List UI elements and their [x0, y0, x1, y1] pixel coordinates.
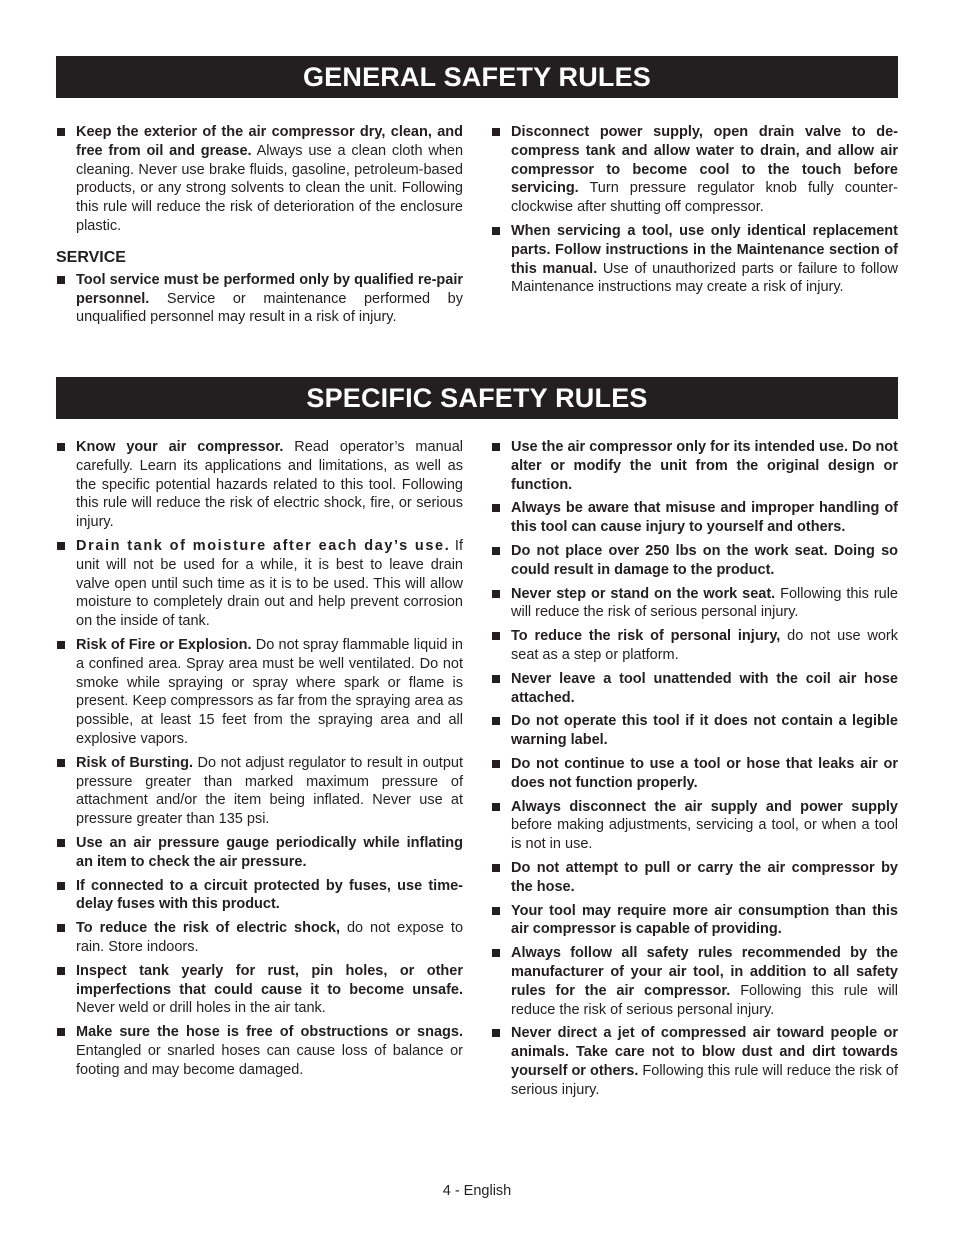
rule-bold-text: Disconnect power supply, open drain valve to de-compress tank and allow water to drain, and allow air compressor to become cool to the touch before servicing.	[511, 124, 898, 197]
bullet-square-icon	[492, 675, 500, 683]
rule-bold-text: Risk of Bursting.	[76, 754, 194, 771]
rule-item	[56, 537, 463, 631]
rule-bold-text: Do not continue to use a tool or hose that leaks air or does not function properly.	[511, 755, 898, 791]
rule-text: Never weld or drill holes in the air tank.	[76, 1000, 326, 1017]
rule-bold-text: Risk of Fire or Explosion.	[76, 636, 252, 653]
bullet-square-icon	[492, 128, 500, 136]
rule-bold-text: When servicing a tool, use only identical replacement parts. Follow instructions in the Maintenance section of this manual.	[511, 222, 898, 277]
general-right-list	[491, 123, 898, 297]
rule-bold-text: To reduce the risk of electric shock,	[76, 920, 340, 937]
bullet-square-icon	[57, 882, 65, 890]
rule-item	[491, 859, 898, 897]
rule-item	[56, 877, 463, 915]
service-list	[56, 271, 463, 327]
rule-item	[491, 123, 898, 217]
rule-item	[491, 798, 898, 854]
rule-item	[491, 670, 898, 708]
rule-bold-text: Do not operate this tool if it does not contain a legible warning label.	[511, 713, 898, 749]
rule-item	[491, 755, 898, 793]
rule-bold-text: Never leave a tool unattended with the coil air hose attached.	[511, 670, 898, 706]
rule-item	[491, 585, 898, 623]
rule-text: Do not adjust regulator to result in output pressure greater than marked maximum pressure of attachment and/or the item being inflated. Never use at pressure greater than 135 psi.	[76, 754, 463, 828]
rule-item	[56, 1023, 463, 1079]
rule-bold-text: Drain tank of moisture after each day’s use.	[76, 537, 451, 554]
bullet-square-icon	[492, 717, 500, 725]
rule-item	[56, 271, 463, 327]
general-left-list	[56, 123, 463, 236]
bullet-square-icon	[57, 542, 65, 550]
rule-item	[56, 962, 463, 1018]
rule-bold-text: To reduce the risk of personal injury,	[511, 628, 781, 645]
rule-text: do not expose to rain. Store indoors.	[76, 920, 464, 955]
specific-safety-rules-heading: SPECIFIC SAFETY RULES	[56, 377, 898, 419]
rule-bold-text: Keep the exterior of the air compressor dry, clean, and free from oil and grease.	[76, 124, 463, 159]
rule-bold-text: Never direct a jet of compressed air toward people or animals. Take care not to blow dust and dirt towards yourself or others.	[511, 1025, 898, 1079]
rule-bold-text: Tool service must be performed only by qualified re-pair personnel.	[76, 271, 463, 307]
rule-bold-text: Your tool may require more air consumption than this air compressor is capable of providing.	[511, 902, 898, 938]
rule-text: before making adjustments, servicing a tool, or when a tool is not in use.	[511, 817, 898, 853]
bullet-square-icon	[57, 276, 65, 284]
bullet-square-icon	[492, 504, 500, 512]
bullet-square-icon	[492, 803, 500, 811]
rule-text: Turn pressure regulator knob fully counter-clockwise after shutting off compressor.	[511, 180, 898, 216]
rule-bold-text: If connected to a circuit protected by fuses, use time-delay fuses with this product.	[76, 877, 463, 913]
general-safety-rules-heading: GENERAL SAFETY RULES	[56, 56, 898, 98]
rule-item	[491, 222, 898, 297]
rule-bold-text: Use the air compressor only for its intended use. Do not alter or modify the unit from the original design or function.	[511, 439, 898, 493]
bullet-square-icon	[57, 924, 65, 932]
bullet-square-icon	[492, 590, 500, 598]
bullet-square-icon	[57, 641, 65, 649]
bullet-square-icon	[57, 759, 65, 767]
bullet-square-icon	[492, 907, 500, 915]
rule-text: Following this rule will reduce the risk of serious injury.	[511, 1062, 899, 1098]
rule-item	[491, 712, 898, 750]
rule-text: Entangled or snarled hoses can cause loss of balance or footing and may become damaged.	[76, 1042, 463, 1078]
rule-item	[491, 438, 898, 494]
rule-bold-text: Use an air pressure gauge periodically while inflating an item to check the air pressure.	[76, 834, 463, 870]
rule-item	[56, 919, 463, 957]
bullet-square-icon	[492, 864, 500, 872]
bullet-square-icon	[57, 128, 65, 136]
rule-item	[56, 834, 463, 872]
general-left-column	[56, 123, 463, 332]
bullet-square-icon	[492, 949, 500, 957]
bullet-square-icon	[57, 1028, 65, 1036]
bullet-square-icon	[57, 839, 65, 847]
rule-bold-text: Do not place over 250 lbs on the work seat. Doing so could result in damage to the product.	[511, 542, 898, 578]
rule-item	[56, 123, 463, 236]
bullet-square-icon	[492, 632, 500, 640]
rule-item	[56, 438, 463, 532]
rule-item	[56, 636, 463, 749]
bullet-square-icon	[492, 1029, 500, 1037]
rule-text: Service or maintenance performed by unqualified personnel may result in a risk of injury.	[76, 290, 463, 326]
rule-bold-text: Always follow all safety rules recommended by the manufacturer of your air tool, in addition to all safety rules for the air compressor.	[511, 945, 898, 999]
specific-left-column	[56, 438, 463, 1085]
specific-left-list	[56, 438, 463, 1080]
rule-text: Use of unauthorized parts or failure to follow Maintenance instructions may create a risk of injury.	[511, 260, 898, 296]
specific-right-list	[491, 438, 898, 1100]
rule-text: If unit will not be used for a while, it is best to leave drain valve open until such time as it is to be used. This will allow moisture to completely drain out and help prevent corrosion on the inside of tank.	[76, 537, 463, 630]
rule-bold-text: Do not attempt to pull or carry the air compressor by the hose.	[511, 859, 898, 895]
page-footer: 4 - English	[442, 1183, 512, 1199]
rule-text: do not use work seat as a step or platform.	[511, 628, 898, 663]
rule-text: Following this rule will reduce the risk of serious personal injury.	[511, 585, 898, 621]
rule-item	[491, 902, 898, 940]
bullet-square-icon	[492, 227, 500, 235]
bullet-square-icon	[492, 760, 500, 768]
rule-bold-text: Never step or stand on the work seat.	[511, 585, 776, 602]
bullet-square-icon	[57, 967, 65, 975]
bullet-square-icon	[492, 547, 500, 555]
rule-text: Following this rule will reduce the risk of serious personal injury.	[511, 982, 899, 1018]
rule-text: Do not spray flammable liquid in a confined area. Spray area must be well ventilated. Do not smoke while spraying or spray where spark or flame is present. Keep compressors as far from the spraying area as possible, at least 15 feet from the spraying area and all explosive vapors.	[76, 636, 463, 747]
rule-text: Always use a clean cloth when cleaning. Never use brake fluids, gasoline, petroleum-based products, or any strong solvents to clean the unit. Following this rule will reduce the risk of deterioration of the enclosure plastic.	[76, 142, 464, 234]
rule-item	[491, 542, 898, 580]
rule-item	[56, 754, 463, 829]
rule-bold-text: Always disconnect the air supply and power supply	[511, 798, 898, 815]
general-right-column	[491, 123, 898, 302]
rule-item	[491, 627, 898, 665]
rule-text: Read operator’s manual carefully. Learn its applications and limitations, as well as the specific potential hazards related to this tool. Following this rule will reduce the risk of electric shock, fire, or serious injury.	[76, 439, 463, 531]
rule-item	[491, 1024, 898, 1099]
bullet-square-icon	[492, 443, 500, 451]
rule-bold-text: Know your air compressor.	[76, 439, 284, 455]
rule-item	[491, 499, 898, 537]
rule-item	[491, 944, 898, 1019]
rule-bold-text: Inspect tank yearly for rust, pin holes, or other imperfections that could cause it to become unsafe.	[76, 962, 463, 998]
specific-right-column	[491, 438, 898, 1105]
rule-bold-text: Always be aware that misuse and improper handling of this tool can cause injury to yourself and others.	[511, 500, 898, 536]
bullet-square-icon	[57, 443, 65, 451]
service-heading: SERVICE	[56, 248, 126, 266]
rule-bold-text: Make sure the hose is free of obstructions or snags.	[76, 1024, 463, 1041]
